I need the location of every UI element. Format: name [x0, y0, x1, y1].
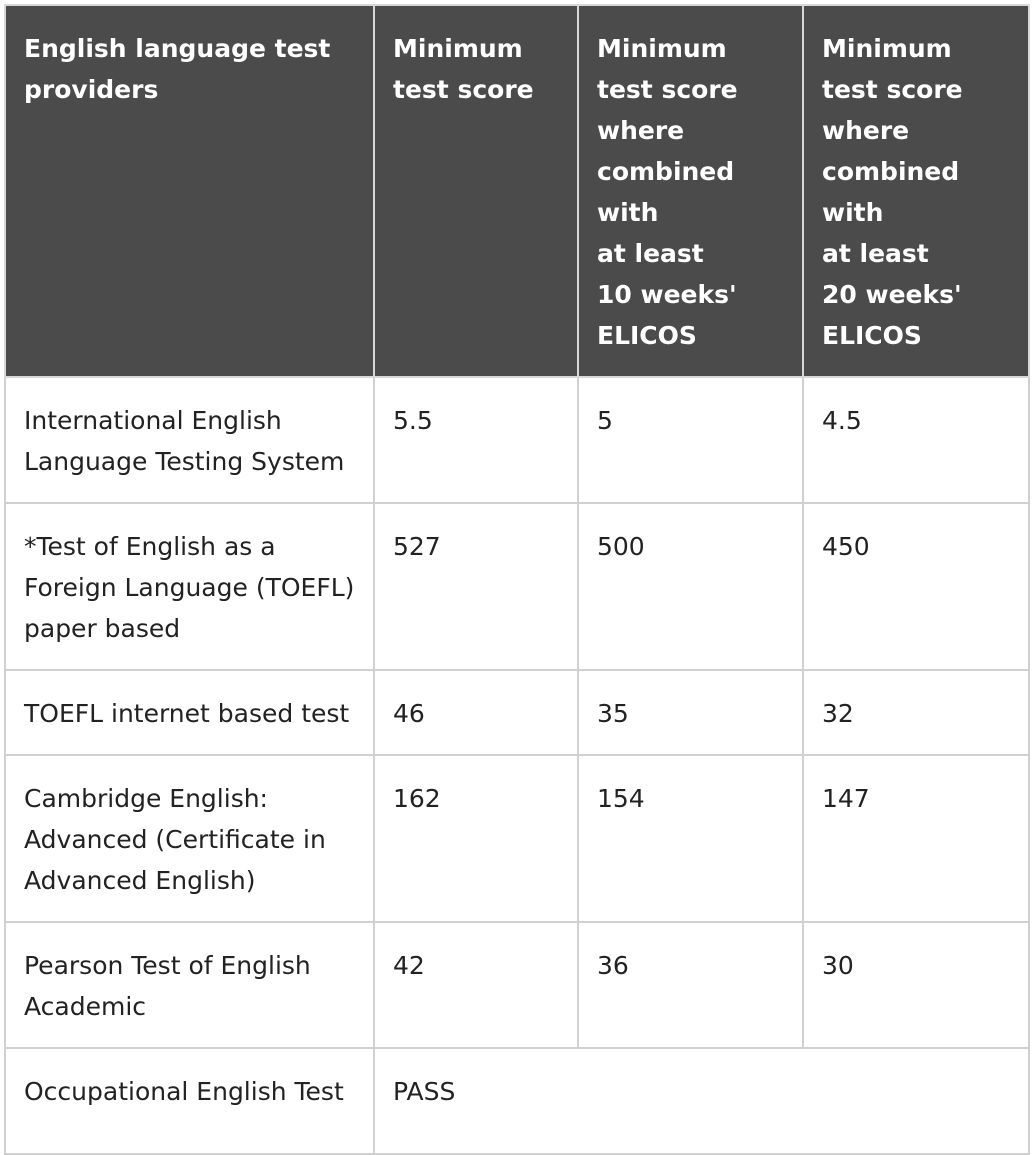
score-20-weeks-cell: 4.5: [803, 377, 1029, 503]
provider-cell: TOEFL internet based test: [5, 670, 374, 755]
minimum-score-cell: 162: [374, 755, 578, 922]
table-row: [5, 922, 1029, 1048]
score-20-weeks-cell: 30: [803, 922, 1029, 1048]
provider-cell: *Test of English as a Foreign Language (TOEFL) paper based: [5, 503, 374, 670]
header-test-providers: English language test providers: [5, 5, 374, 377]
english-test-scores-table: [4, 4, 1030, 1155]
minimum-score-cell: 42: [374, 922, 578, 1048]
table-row: [5, 1048, 1029, 1154]
provider-cell: Occupational English Test: [5, 1048, 374, 1154]
score-20-weeks-cell: 450: [803, 503, 1029, 670]
header-score-10-weeks-elicos: Minimum test score where combined with at least 10 weeks' ELICOS: [578, 5, 803, 377]
score-10-weeks-cell: 36: [578, 922, 803, 1048]
header-row: [5, 5, 1029, 377]
table-header: [5, 5, 1029, 377]
table-row: [5, 377, 1029, 503]
score-20-weeks-cell: 147: [803, 755, 1029, 922]
score-10-weeks-cell: 500: [578, 503, 803, 670]
provider-cell: Cambridge English: Advanced (Certificate in Advanced English): [5, 755, 374, 922]
minimum-score-cell: 5.5: [374, 377, 578, 503]
minimum-score-cell: 46: [374, 670, 578, 755]
table-row: [5, 670, 1029, 755]
provider-cell: Pearson Test of English Academic: [5, 922, 374, 1048]
minimum-score-cell: 527: [374, 503, 578, 670]
score-10-weeks-cell: 154: [578, 755, 803, 922]
score-10-weeks-cell: 5: [578, 377, 803, 503]
table-row: [5, 503, 1029, 670]
score-20-weeks-cell: 32: [803, 670, 1029, 755]
table-row: [5, 755, 1029, 922]
table-body: [5, 377, 1029, 1154]
score-10-weeks-cell: 35: [578, 670, 803, 755]
header-minimum-score: Minimum test score: [374, 5, 578, 377]
provider-cell: International English Language Testing System: [5, 377, 374, 503]
header-score-20-weeks-elicos: Minimum test score where combined with at least 20 weeks' ELICOS: [803, 5, 1029, 377]
pass-cell: PASS: [374, 1048, 1029, 1154]
